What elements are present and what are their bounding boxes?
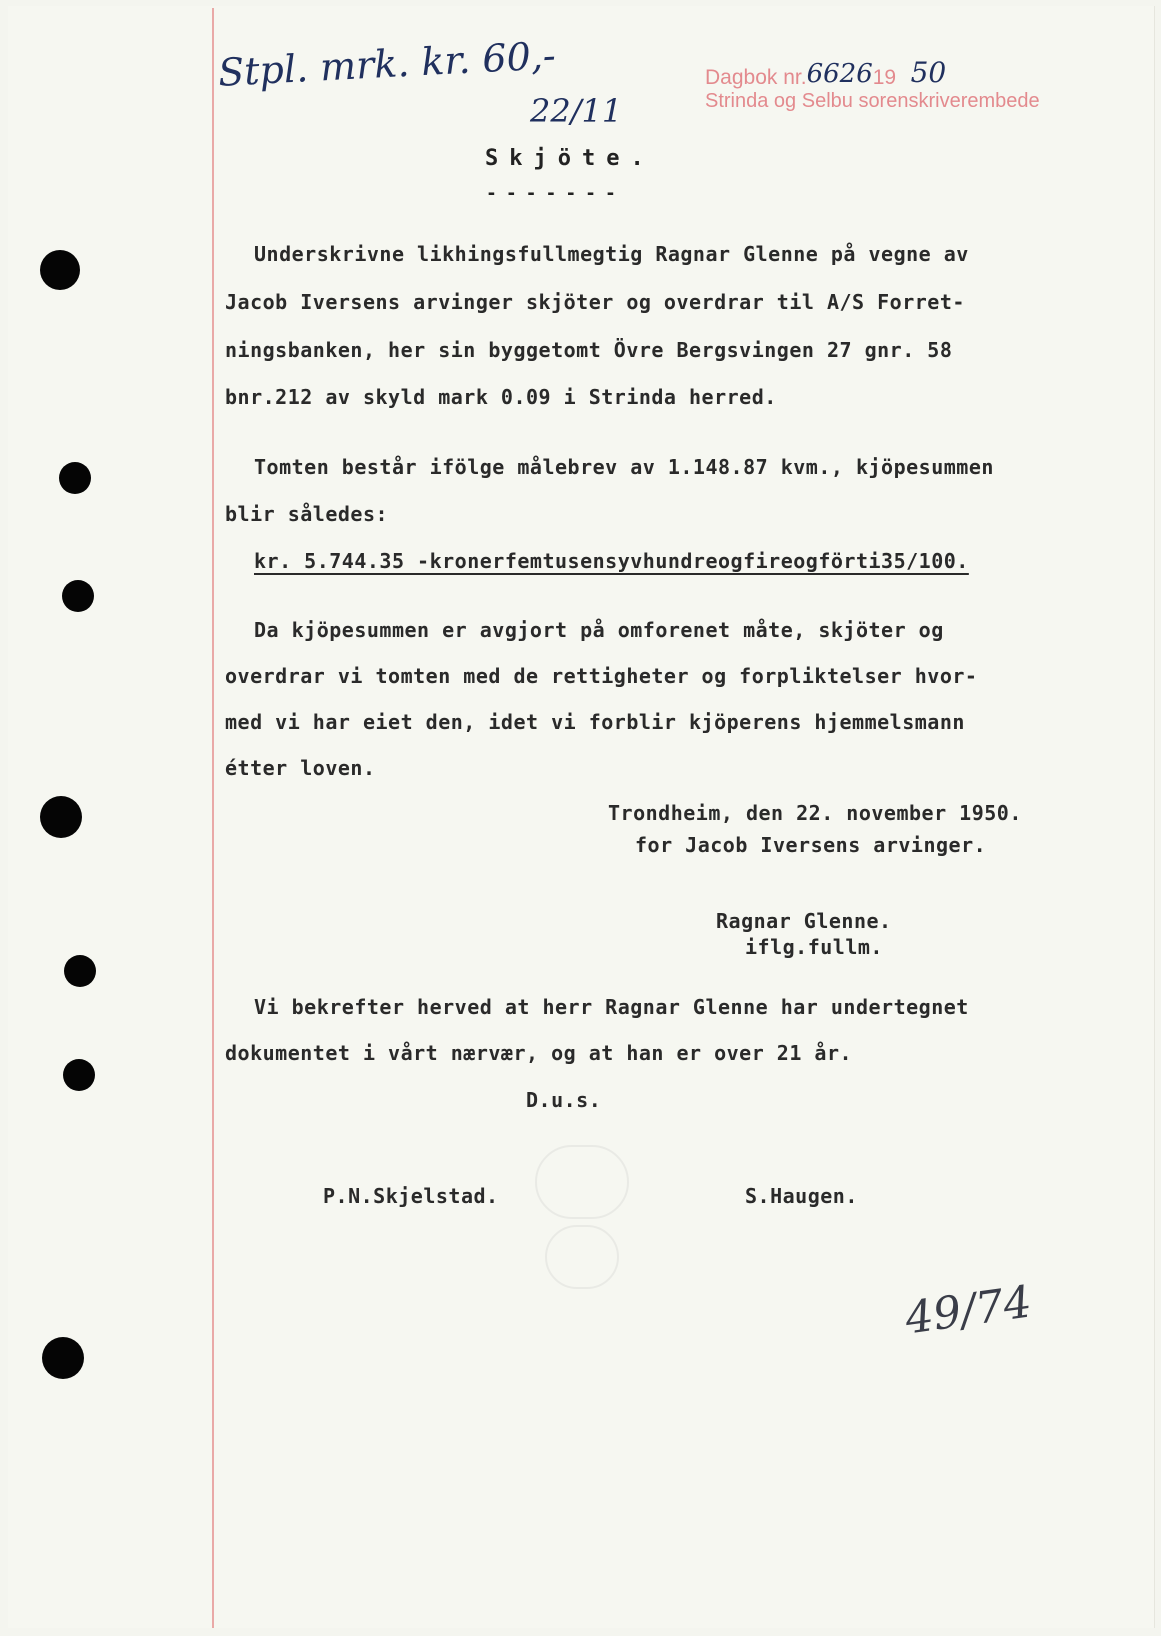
- closing-abbrev: D.u.s.: [526, 1088, 602, 1112]
- watermark-shape: [535, 1145, 629, 1219]
- body-line: med vi har eiet den, idet vi forblir kjöperens hjemmelsmann: [225, 710, 965, 734]
- purchase-amount: kr. 5.744.35 -kronerfemtusensyvhundreogfireogförti35/100.: [254, 549, 969, 573]
- punch-hole: [62, 580, 94, 612]
- body-line: Tomten består ifölge målebrev av 1.148.87 kvm., kjöpesummen: [254, 455, 994, 479]
- office-stamp: Strinda og Selbu sorenskriverembede: [705, 90, 1040, 112]
- punch-hole: [42, 1337, 84, 1379]
- handwritten-date: 22/11: [530, 92, 623, 130]
- on-behalf-of: for Jacob Iversens arvinger.: [635, 833, 987, 857]
- dagbok-label: Dagbok nr.: [705, 66, 807, 89]
- punch-hole: [64, 955, 96, 987]
- body-line: Vi bekrefter herved at herr Ragnar Glenne har undertegnet: [254, 995, 969, 1019]
- body-line: Da kjöpesummen er avgjort på omforenet måte, skjöter og: [254, 618, 944, 642]
- title-underline: -------: [486, 183, 625, 204]
- body-line: Jacob Iversens arvinger skjöter og overdrar til A/S Forret-: [225, 290, 965, 314]
- punch-hole: [59, 462, 91, 494]
- watermark-shape: [545, 1225, 619, 1289]
- signatory-name: Ragnar Glenne.: [716, 909, 892, 933]
- document-title: Skjöte.: [485, 146, 655, 171]
- body-line: blir således:: [225, 502, 389, 526]
- body-line: ningsbanken, her sin byggetomt Övre Bergsvingen 27 gnr. 58: [225, 338, 953, 362]
- year-prefix: 19: [872, 66, 897, 89]
- body-line: dokumentet i vårt nærvær, og at han er over 21 år.: [225, 1041, 853, 1065]
- handwritten-stamp-duty: Stpl. mrk. kr. 60,-: [217, 33, 557, 95]
- punch-hole: [40, 250, 80, 290]
- margin-rule: [212, 8, 214, 1628]
- punch-hole: [40, 796, 82, 838]
- punch-hole: [63, 1059, 95, 1091]
- body-line: overdrar vi tomten med de rettigheter og forpliktelser hvor-: [225, 664, 978, 688]
- place-date: Trondheim, den 22. november 1950.: [608, 801, 1022, 825]
- body-line: étter loven.: [225, 756, 376, 780]
- handwritten-page-ref: 49/74: [902, 1276, 1035, 1345]
- witness-2: S.Haugen.: [745, 1184, 858, 1208]
- dagbok-number: 6626: [806, 59, 873, 89]
- signatory-authority: iflg.fullm.: [745, 935, 883, 959]
- registry-stamp: [705, 56, 947, 91]
- body-line: Underskrivne likhingsfullmegtig Ragnar Glenne på vegne av: [254, 242, 969, 266]
- body-line: bnr.212 av skyld mark 0.09 i Strinda herred.: [225, 385, 777, 409]
- year-suffix: 50: [910, 56, 947, 89]
- witness-1: P.N.Skjelstad.: [323, 1184, 499, 1208]
